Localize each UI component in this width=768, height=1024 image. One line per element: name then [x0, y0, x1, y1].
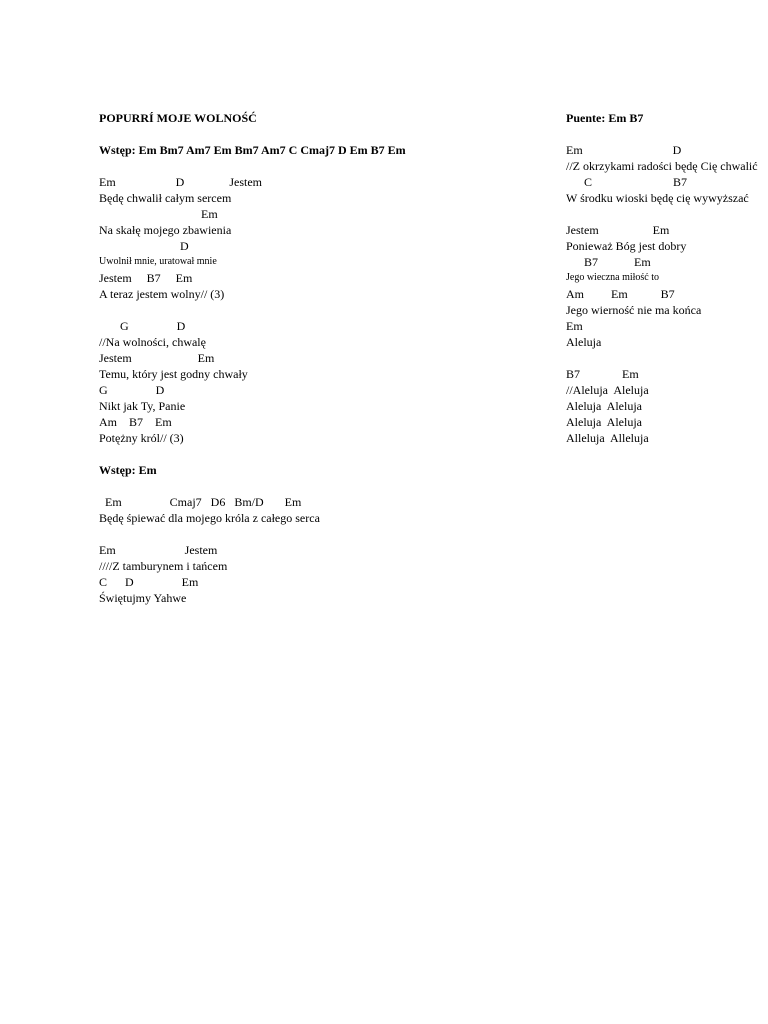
chord-line: G D — [99, 383, 165, 397]
lyric-line: Potężny król// (3) — [99, 431, 184, 445]
chord-line: C B7 — [566, 175, 688, 189]
chord-line: Em — [99, 207, 218, 221]
lyric-line: //Aleluja Aleluja — [566, 383, 649, 397]
section-heading: Wstęp: Em Bm7 Am7 Em Bm7 Am7 C Cmaj7 D Em B7 Em — [99, 143, 406, 157]
chord-line: Em D — [566, 143, 682, 157]
blank-line — [566, 350, 768, 366]
lyric-line: Jestem B7 Em — [99, 271, 193, 285]
chord-line: Em D Jestem — [99, 175, 262, 189]
chord-line: D — [99, 239, 189, 253]
lyric-line: Jestem Em — [566, 223, 670, 237]
blank-line — [99, 126, 539, 142]
blank-line — [99, 158, 539, 174]
blank-line — [99, 526, 539, 542]
lyric-line: //Z okrzykami radości będę Cię chwalić — [566, 159, 758, 173]
chord-line: C D Em — [99, 575, 199, 589]
chord-line: Em Jestem — [99, 543, 218, 557]
section-heading: Puente: Em B7 — [566, 111, 644, 125]
lyric-line: Jego wieczna miłość to — [566, 272, 660, 283]
lyric-line: //Na wolności, chwalę — [99, 335, 206, 349]
chord-line: Em Cmaj7 D6 Bm/D Em — [99, 495, 302, 509]
lyric-line: Będę chwalił całym sercem — [99, 191, 232, 205]
lyric-line: Aleluja Aleluja — [566, 415, 642, 429]
section-heading: Wstęp: Em — [99, 463, 157, 477]
lyric-line: Uwolnił mnie, uratował mnie — [99, 256, 217, 267]
lyric-line: Aleluja — [566, 335, 602, 349]
lyric-line: W środku wioski będę cię wywyższać — [566, 191, 749, 205]
chord-line: B7 Em — [566, 255, 651, 269]
blank-line — [99, 302, 539, 318]
chord-line: G D — [99, 319, 186, 333]
blank-line — [99, 478, 539, 494]
chord-line: Em — [566, 319, 583, 333]
lyric-line: A teraz jestem wolny// (3) — [99, 287, 225, 301]
chord-line: Am B7 Em — [99, 415, 172, 429]
lyric-line: Temu, który jest godny chwały — [99, 367, 248, 381]
lyric-line: Aleluja Aleluja — [566, 399, 642, 413]
section-heading: POPURRÍ MOJE WOLNOŚĆ — [99, 111, 257, 125]
lyric-line: Będę śpiewać dla mojego króla z całego serca — [99, 511, 320, 525]
left-column — [99, 110, 539, 606]
lyric-line: Nikt jak Ty, Panie — [99, 399, 186, 413]
lyric-line: Jego wierność nie ma końca — [566, 303, 702, 317]
chord-line: Am Em B7 — [566, 287, 675, 301]
lyric-line: Świętujmy Yahwe — [99, 591, 187, 605]
right-column — [566, 110, 768, 446]
lyric-line: Alleluja Alleluja — [566, 431, 649, 445]
blank-line — [99, 446, 539, 462]
lyric-line: Ponieważ Bóg jest dobry — [566, 239, 687, 253]
lyric-line: Jestem Em — [99, 351, 215, 365]
blank-line — [566, 126, 768, 142]
chord-line: B7 Em — [566, 367, 639, 381]
lyric-line: Na skałę mojego zbawienia — [99, 223, 232, 237]
blank-line — [566, 206, 768, 222]
lyric-line: ////Z tamburynem i tańcem — [99, 559, 228, 573]
